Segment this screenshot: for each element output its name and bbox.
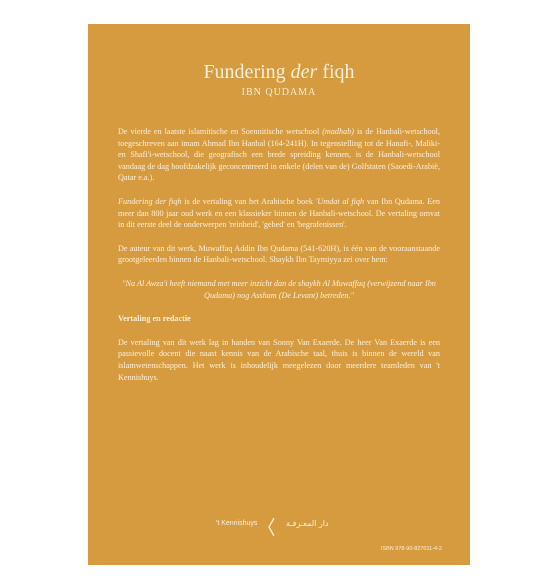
section-heading: Vertaling en redactie: [118, 314, 191, 324]
book-author: IBN QUDAMA: [241, 87, 317, 98]
title-text-1: Fundering: [203, 61, 291, 83]
publisher-left-logo: 't Kennishuys: [216, 520, 258, 527]
p2-c: 'Umdat al fiqh: [315, 196, 365, 206]
p1-c: is de Hanbali-wetschool, toegeschreven aan imam Ahmad Ibn Hanbal (164-241H). In tegenstelling tot de Hanafi-, Maliki- en Shafi'i-wetschool, die geografisch een brede spreiding kennen, is de Hanbali-wetschool vandaag de dag hoofdzakelijk geconcentreerd in enkele (delen van de) Golfstaten (Saoedi-Arabië, Qatar e.a.).: [118, 127, 441, 183]
publisher-right-logo: دار المعـرفـة: [286, 519, 329, 528]
quote: "Na Al Awza'i heeft niemand met meer inzicht dan de shaykh Al Muwaffaq (verwijzend naar Ibn Qudama) nog Assham (De Levant) betreden.": [122, 278, 436, 300]
p2-a: Fundering der fiqh: [118, 196, 182, 206]
p1-b: (madhab): [322, 127, 355, 136]
paragraph-3: De auteur van dit werk, Muwaffaq Addin Ibn Qudama (541-620H), is één van de vooraanstaande grootgeleerden binnen de Hanbali-wetschool. Shaykh Ibn Taymiyya zei over hem:: [118, 243, 440, 265]
book-back-cover: [88, 24, 470, 565]
p1-a: De vierde en laatste islamitische en Soennitische wetschool: [118, 127, 323, 136]
blurb-body: [118, 126, 440, 395]
title-text-3: fiqh: [317, 61, 355, 83]
book-title: [88, 60, 470, 84]
publisher-logos: [88, 518, 470, 538]
title-text-2: der: [290, 61, 318, 83]
paragraph-2: [118, 196, 440, 231]
isbn: ISBN 978-90-827011-4-2: [380, 546, 442, 552]
paragraph-1: [118, 126, 440, 184]
bracket-logo-icon: [266, 518, 278, 536]
p2-d: van Ibn Qudama. Een meer dan 800 jaar oud werk en een klassieker binnen de Hanbali-wetschool. De vertaling omvat in dit eerste deel de onderwerpen 'reinheid', 'gebed' en 'begrafenissen'.: [118, 196, 441, 230]
paragraph-4: De vertaling van dit werk lag in handen van Sonny Van Exaerde. De heer Van Exaerde is een passievolle docent die naast kennis van de Arabische taal, thuis is binnen de wereld van islamwetenschappen. Het werk is inhoudelijk meegelezen door meerdere teamleden van 't Kennishuys.: [118, 337, 440, 382]
p2-b: is de vertaling van het Arabische boek: [181, 196, 316, 206]
